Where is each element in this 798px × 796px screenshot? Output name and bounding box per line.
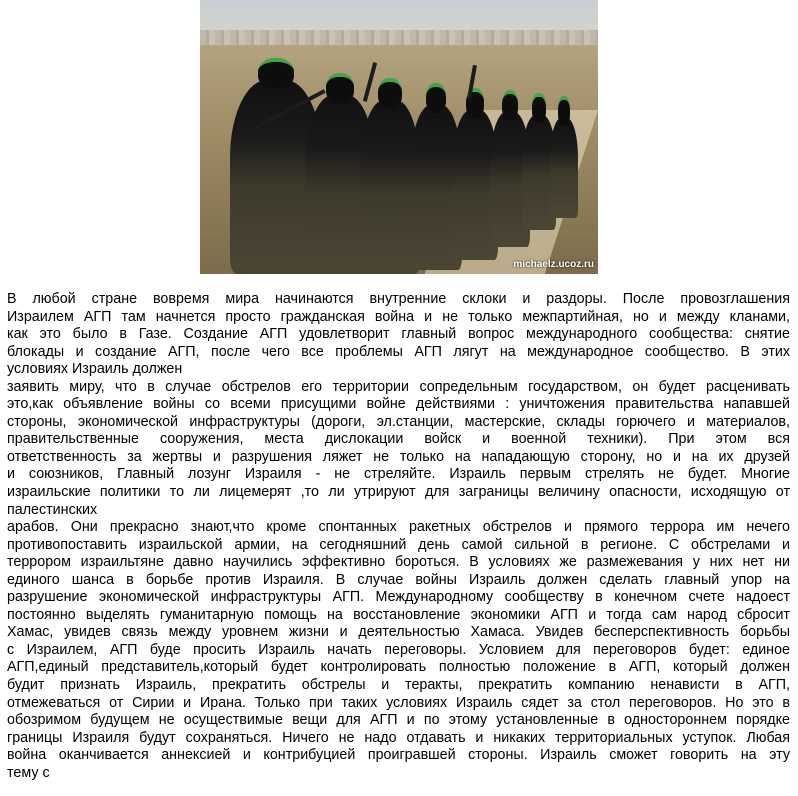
article-line: В любой стране вовремя мира начинаются внутренние склоки и раздоры. После провозглашения (7, 291, 790, 307)
article-line: израильские политики то ли лицемерят ,то ли утрируют для заграницы величину опасности, исходящую от (7, 484, 790, 501)
article-line: заявить миру, что в случае обстрелов его территории сопредельным государством, он будет расценивать (7, 378, 790, 395)
fighter-figure (550, 118, 578, 218)
article-line: единого шанса в борьбе против Израиля. В случае войны Израиль должен сделать главный упор на (7, 571, 790, 588)
article-line: стороны, экономической инфраструктуры (дороги, эл.станции, мастерские, склады горючего и материалов, (7, 413, 790, 430)
article-line: арабов. Они прекрасно знают,что кроме спонтанных ракетных обстрелов и прямого террора им нечего (7, 519, 790, 536)
article-line: как это было в Газе. Создание АГП удовлетворит главный вопрос международного сообщества: снятие (7, 326, 790, 343)
article-line: условиях Израиль должен (7, 361, 183, 378)
article-line: постоянно выделять гуманитарную помощь на восстановление экономики АГП и тогда сам народ сбросит (7, 606, 790, 623)
article-line: с Израилем, АГП буде просить Израиль начать переговоры. Условием для переговоров будет: единое (7, 641, 790, 658)
article-line: правительственные сооружения, места дислокации войск и военной техники). При этом вся (7, 431, 790, 448)
article-photo (200, 0, 598, 274)
article-line: это,как объявление войны со всеми присущими войне действиями : уничтожения правительства напавшей (7, 396, 790, 413)
article-line: обозримом будущем не осуществимые вещи для АГП и по этому установленные в одностороннем порядке (7, 712, 790, 729)
article-line: отмежеваться от Сирии и Ирана. Только при таких условиях Израиль сядет за стол переговоров. Но это в (7, 694, 790, 711)
article-line: Хамас, увидев связь между уровнем жизни и деятельностью Хамаса. Увидев бесперспективность борьбы (7, 624, 790, 641)
photo-watermark: michaelz.ucoz.ru (513, 259, 594, 270)
article-line: террором израильтяне давно научились эффективно бороться. В условиях же размежевания у них нет ни (7, 554, 790, 571)
article-line: границы Израиля будут сохраняться. Ничего не надо отдавать и никаких территориальных уступок. Любая (7, 729, 790, 746)
article-line: палестинских (7, 501, 98, 518)
article-text (7, 291, 790, 782)
article-line: блокады и создание АГП, после чего все проблемы АГП лягут на международное сообщество. В этих (7, 343, 790, 360)
article-line: война оканчивается аннексией и контрибуцией проигравшей стороны. Израиль сможет говорить на эту (7, 747, 790, 764)
article-line: противопоставить израильской армии, на сегодняшний день самой сильной в регионе. С обстрелами и (7, 536, 790, 553)
article-line: ответственность за жертвы и разрушения ляжет не только на нападающую сторону, но и на их друзей (7, 448, 790, 465)
article-line: будит признать Израиль, прекратить обстрелы и теракты, прекратить компанию ненависти в АГП, (7, 677, 790, 694)
article-line: разрушение экономической инфраструктуры АГП. Международному сообществу в конечном счете надоест (7, 589, 790, 606)
article-line: и союзников, Главный лозунг Израиля - не стреляйте. Израиль первым стрелять не будет. Многие (7, 466, 790, 483)
article-line: Израилем АГП там начнется просто гражданская война и не только межпартийная, но и между кланами, (7, 308, 790, 325)
article-line: тему с (7, 764, 50, 781)
article-line: АГП,единый представитель,который будет контролировать полностью положение в АГП, который должен (7, 659, 790, 676)
